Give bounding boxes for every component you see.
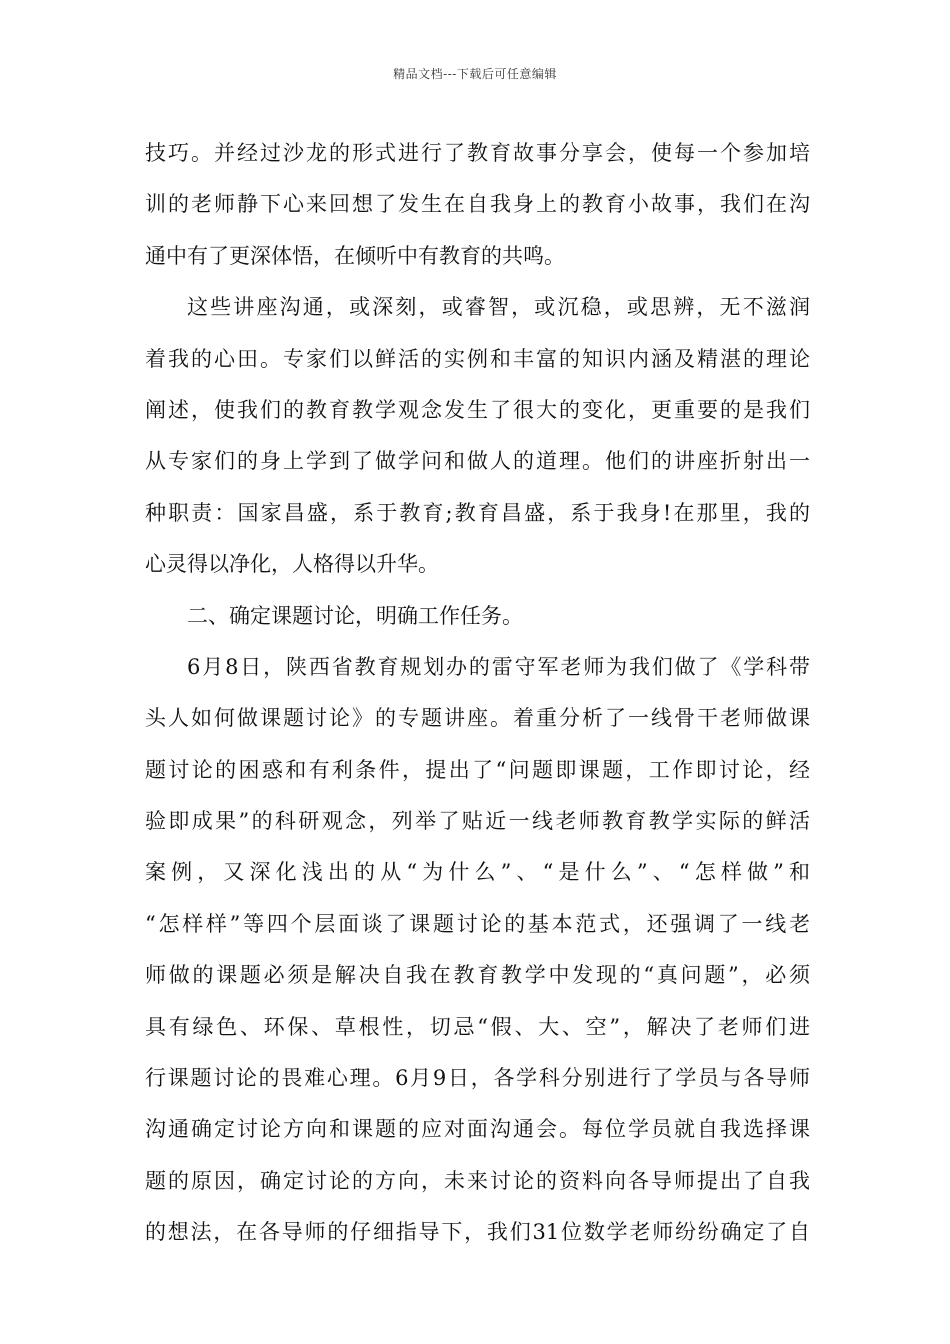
text-line: 沟通确定讨论方向和课题的应对面沟通会。每位学员就自我选择课 <box>145 1117 810 1142</box>
paragraph-first-line: 这些讲座沟通，或深刻，或睿智，或沉稳，或思辨，无不滋润 <box>187 295 810 320</box>
text-line: 头人如何做课题讨论》的专题讲座。着重分析了一线骨干老师做课 <box>145 706 810 731</box>
document-body <box>145 128 810 1259</box>
text-line: 具有绿色、环保、草根性，切忌“假、大、空”，解决了老师们进 <box>145 1014 810 1039</box>
paragraph-first-line: 6月8日，陕西省教育规划办的雷守军老师为我们做了《学科带 <box>187 654 810 679</box>
text-line: 心灵得以净化，人格得以升华。 <box>145 552 439 577</box>
text-line: 题的原因，确定讨论的方向，未来讨论的资料向各导师提出了自我 <box>145 1168 810 1193</box>
text-line: 从专家们的身上学到了做学问和做人的道理。他们的讲座折射出一 <box>145 449 810 474</box>
text-line: 着我的心田。专家们以鲜活的实例和丰富的知识内涵及精湛的理论 <box>145 346 810 371</box>
text-line: 技巧。并经过沙龙的形式进行了教育故事分享会，使每一个参加培 <box>145 141 810 165</box>
text-line: 阐述，使我们的教育教学观念发生了很大的变化，更重要的是我们 <box>145 397 810 422</box>
section-heading: 二、确定课题讨论，明确工作任务。 <box>187 603 523 628</box>
text-line: 训的老师静下心来回想了发生在自我身上的教育小故事，我们在沟 <box>145 192 810 217</box>
text-line: 题讨论的困惑和有利条件，提出了“问题即课题，工作即讨论，经 <box>145 757 810 782</box>
text-line: 通中有了更深体悟，在倾听中有教育的共鸣。 <box>145 243 565 268</box>
text-line: 案例，又深化浅出的从“为什么”、“是什么”、“怎样做”和 <box>145 860 810 885</box>
text-line: 师做的课题必须是解决自我在教育教学中发现的“真问题”，必须 <box>145 963 810 988</box>
page-header: 精品文档---下载后可任意编辑 <box>393 67 557 81</box>
text-line: 种职责：国家昌盛，系于教育;教育昌盛，系于我身!在那里，我的 <box>145 500 810 525</box>
text-line: “怎样样”等四个层面谈了课题讨论的基本范式，还强调了一线老 <box>145 911 810 936</box>
text-line: 的想法，在各导师的仔细指导下，我们31位数学老师纷纷确定了自 <box>145 1220 810 1245</box>
text-line: 行课题讨论的畏难心理。6月9日，各学科分别进行了学员与各导师 <box>145 1066 810 1091</box>
text-line: 验即成果”的科研观念，列举了贴近一线老师教育教学实际的鲜活 <box>145 809 810 834</box>
